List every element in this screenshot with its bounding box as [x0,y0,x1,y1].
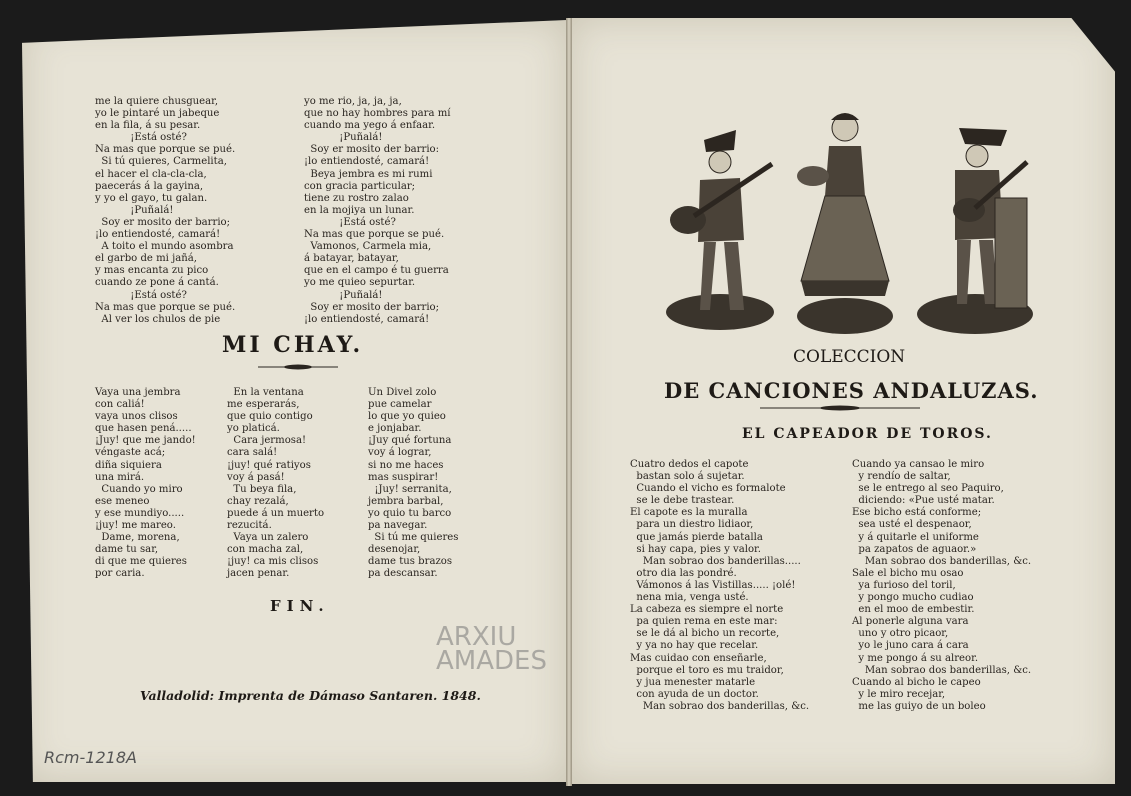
verse-column-2 [304,96,451,326]
verse-line: y ese mundiyo..... [95,507,185,519]
verse-line: Ese bicho está conforme; [852,507,982,519]
verse-line: Soy er mosito der barrio: [304,144,440,156]
ornament-divider [258,364,338,370]
verse-line: bastan solo á sujetar. [630,471,745,483]
verse-line: ¡Puñalá! [304,289,383,301]
verse-line: y yo el gayo, tu galan. [95,192,208,204]
verse-line: si hay capa, pies y valor. [630,543,761,555]
verse-line: Cara jermosa! [227,435,307,447]
seated-guitarist-woodcut [915,118,1033,336]
center-fold [566,18,572,786]
verse-line: Al ver los chulos de pie [95,313,221,325]
verse-line: puede á un muerto [227,507,325,519]
verse-line: voy á pasá! [227,471,285,483]
verse-line: desenojar, [368,544,421,556]
verse-line: vaya unos clisos [95,411,178,423]
verse-line: rezucitá. [227,520,272,532]
verse-line: di que me quieres [95,556,187,568]
verse-line: Cuando ya cansao le miro [852,459,985,470]
verse-line: Man sobrao dos banderillas, &c. [630,700,810,712]
verse-line: Vaya una jembra [95,387,181,398]
verse-line: diciendo: «Pue usté matar. [852,495,995,507]
verse-line: Na mas que porque se pué. [95,144,236,156]
verse-line: ¡Puñalá! [95,204,174,216]
verse-line: que hasen pená..... [95,423,192,435]
capeador-column-1 [630,459,809,713]
ornament-divider-right [760,405,920,411]
verse-line: una mirá. [95,471,145,483]
verse-line: y á quitarle el uniforme [852,531,979,543]
verse-line: cuando ma yego á enfaar. [304,120,436,132]
verse-line: jacen penar. [227,568,290,580]
verse-line: Cuando yo miro [95,483,183,495]
verse-line: me las guiyo de un boleo [852,700,986,712]
verse-line: Tu beya fila, [227,483,297,495]
verse-line: ¡juy! ca mis clisos [227,556,319,568]
verse-line: pa quien rema en este mar: [630,616,778,628]
verse-line: sea usté el despenaor, [852,519,972,531]
verse-line: pa zapatos de aguaor.» [852,543,977,555]
verse-line: á batayar, batayar, [304,253,399,265]
verse-line: el garbo de mi jañá, [95,253,197,265]
verse-line: y ya no hay que recelar. [630,640,759,652]
capeador-column-2 [852,459,1031,713]
verse-line: Cuando el vicho es formalote [630,483,786,495]
verse-line: Beya jembra es mi rumi [304,168,433,180]
verse-line: se le entrego al seo Paquiro, [852,483,1004,495]
verse-line: Vámonos á las Vistillas..... ¡olé! [630,579,796,591]
verse-line: Cuatro dedos el capote [630,459,749,470]
verse-line: ¡lo entiendosté, camará! [95,229,221,241]
archive-stamp: ARXIU AMADES [436,622,547,676]
verse-line: uno y otro picaor, [852,628,949,640]
verse-line: yo quio tu barco [368,507,452,519]
song-title-mi-chay: MI CHAY. [222,332,364,358]
verse-line: pa navegar. [368,520,428,532]
verse-line: en la mojiya un lunar. [304,204,415,216]
verse-line: con macha zal, [227,544,304,556]
verse-line: Vamonos, Carmela mia, [304,241,432,253]
verse-line: tiene zu rostro zalao [304,192,409,204]
verse-line: ¡Está osté? [95,132,187,144]
verse-line: ¡Está osté? [95,289,187,301]
verse-line: Un Divel zolo [368,387,437,398]
verse-line: Si tú quieres, Carmelita, [95,156,227,168]
chay-column-3 [368,387,458,581]
verse-line: e jonjabar. [368,423,422,435]
verse-line: Man sobrao dos banderillas..... [630,555,801,567]
verse-line: Dame, morena, [95,532,180,544]
verse-line: lo que yo quieo [368,411,446,423]
verse-line: que en el campo é tu guerra [304,265,449,277]
heading-coleccion: COLECCION [793,347,906,367]
verse-line: en el moo de embestir. [852,604,975,616]
verse-line: ¡lo entiendosté, camará! [304,313,430,325]
verse-line: ¡juy! qué ratiyos [227,459,311,471]
verse-line: yo me quieo sepurtar. [304,277,416,289]
verse-line: que no hay hombres para mí [304,108,451,120]
verse-line: pue camelar [368,399,432,411]
verse-line: que quio contigo [227,411,313,423]
verse-line: El capote es la muralla [630,507,748,519]
song-title-capeador: EL CAPEADOR DE TOROS. [742,426,993,442]
verse-line: Man sobrao dos banderillas, &c. [852,664,1032,676]
verse-line: para un diestro lidiaor, [630,519,754,531]
verse-line: Na mas que porque se pué. [304,229,445,241]
verse-line: En la ventana [227,387,304,398]
verse-line: si no me haces [368,459,444,471]
verse-line: que jamás pierde batalla [630,531,763,543]
verse-line: dame tu sar, [95,544,159,556]
verse-line: otro dia las pondré. [630,567,737,579]
dancer-woodcut [795,106,893,336]
verse-line: Vaya un zalero [227,532,309,544]
verse-line: A toito el mundo asombra [95,241,234,253]
verse-line: ¡Juy qué fortuna [368,435,452,447]
verse-line: yo le juno cara á cara [852,640,969,652]
verse-line: Mas cuidao con enseñarle, [630,652,767,664]
verse-line: me esperarás, [227,399,300,411]
verse-line: Man sobrao dos banderillas, &c. [852,555,1032,567]
verse-line: y pongo mucho cudiao [852,592,974,604]
verse-line: Sale el bicho mu osao [852,567,964,579]
verse-line: Al ponerle alguna vara [852,616,969,628]
verse-line: ¡Está osté? [304,216,396,228]
verse-line: con caliá! [95,399,145,411]
verse-line: se le debe trastear. [630,495,735,507]
verse-line: yo platicá. [227,423,280,435]
verse-line: porque el toro es mu traidor, [630,664,784,676]
verse-line: se le dá al bicho un recorte, [630,628,780,640]
verse-line: y jua menester matarle [630,676,756,688]
verse-line: ¡Juy! serranita, [368,483,452,495]
verse-line: con gracia particular; [304,180,416,192]
verse-line: y me pongo á su alreor. [852,652,979,664]
heading-canciones-andaluzas: DE CANCIONES ANDALUZAS. [664,378,1039,403]
verse-line: ¡juy! me mareo. [95,520,176,532]
verse-line: Soy er mosito der barrio; [95,216,231,228]
verse-line: Si tú me quieres [368,532,459,544]
verse-line: por caria. [95,568,145,580]
verse-line: cuando ze pone á cantá. [95,277,219,289]
guitarist-woodcut [664,120,776,335]
verse-line: ¡Puñalá! [304,132,383,144]
verse-line: con ayuda de un doctor. [630,688,759,700]
verse-line: paecerás á la gayina, [95,180,204,192]
verse-line: el hacer el cla-cla-cla, [95,168,207,180]
verse-line: yo le pintaré un jabeque [95,108,220,120]
verse-line: Na mas que porque se pué. [95,301,236,313]
verse-line: cara salá! [227,447,278,459]
verse-line: nena mia, venga usté. [630,592,749,604]
verse-line: ya furioso del toril, [852,579,956,591]
verse-line: diña siquiera [95,459,162,471]
verse-line: ¡Juy! que me jando! [95,435,196,447]
verse-line: véngaste acá; [95,447,166,459]
catalog-signature: Rcm-1218A [44,748,137,767]
verse-line: Cuando al bicho le capeo [852,676,981,688]
verse-line: voy á lograr, [368,447,432,459]
verse-line: jembra barbal, [368,495,444,507]
chay-column-2 [227,387,324,581]
verse-line: mas suspirar! [368,471,439,483]
verse-line: La cabeza es siempre el norte [630,604,784,616]
verse-line: en la fila, á su pesar. [95,120,201,132]
verse-line: chay rezalá, [227,495,289,507]
verse-line: y mas encanta zu pico [95,265,209,277]
verse-line: ese meneo [95,495,150,507]
verse-line: ¡lo entiendosté, camará! [304,156,430,168]
verse-line: y le miro recejar, [852,688,946,700]
verse-line: pa descansar. [368,568,438,580]
verse-line: y rendío de saltar, [852,471,951,483]
verse-line: yo me rio, ja, ja, ja, [304,96,402,107]
fin-label: FIN. [270,597,330,615]
verse-line: me la quiere chusguear, [95,96,219,107]
verse-line: Soy er mosito der barrio; [304,301,440,313]
verse-line: dame tus brazos [368,556,453,568]
chay-column-1 [95,387,196,581]
verse-column-1 [95,96,235,326]
imprint-line: Valladolid: Imprenta de Dámaso Santaren. 1848. [140,688,481,703]
